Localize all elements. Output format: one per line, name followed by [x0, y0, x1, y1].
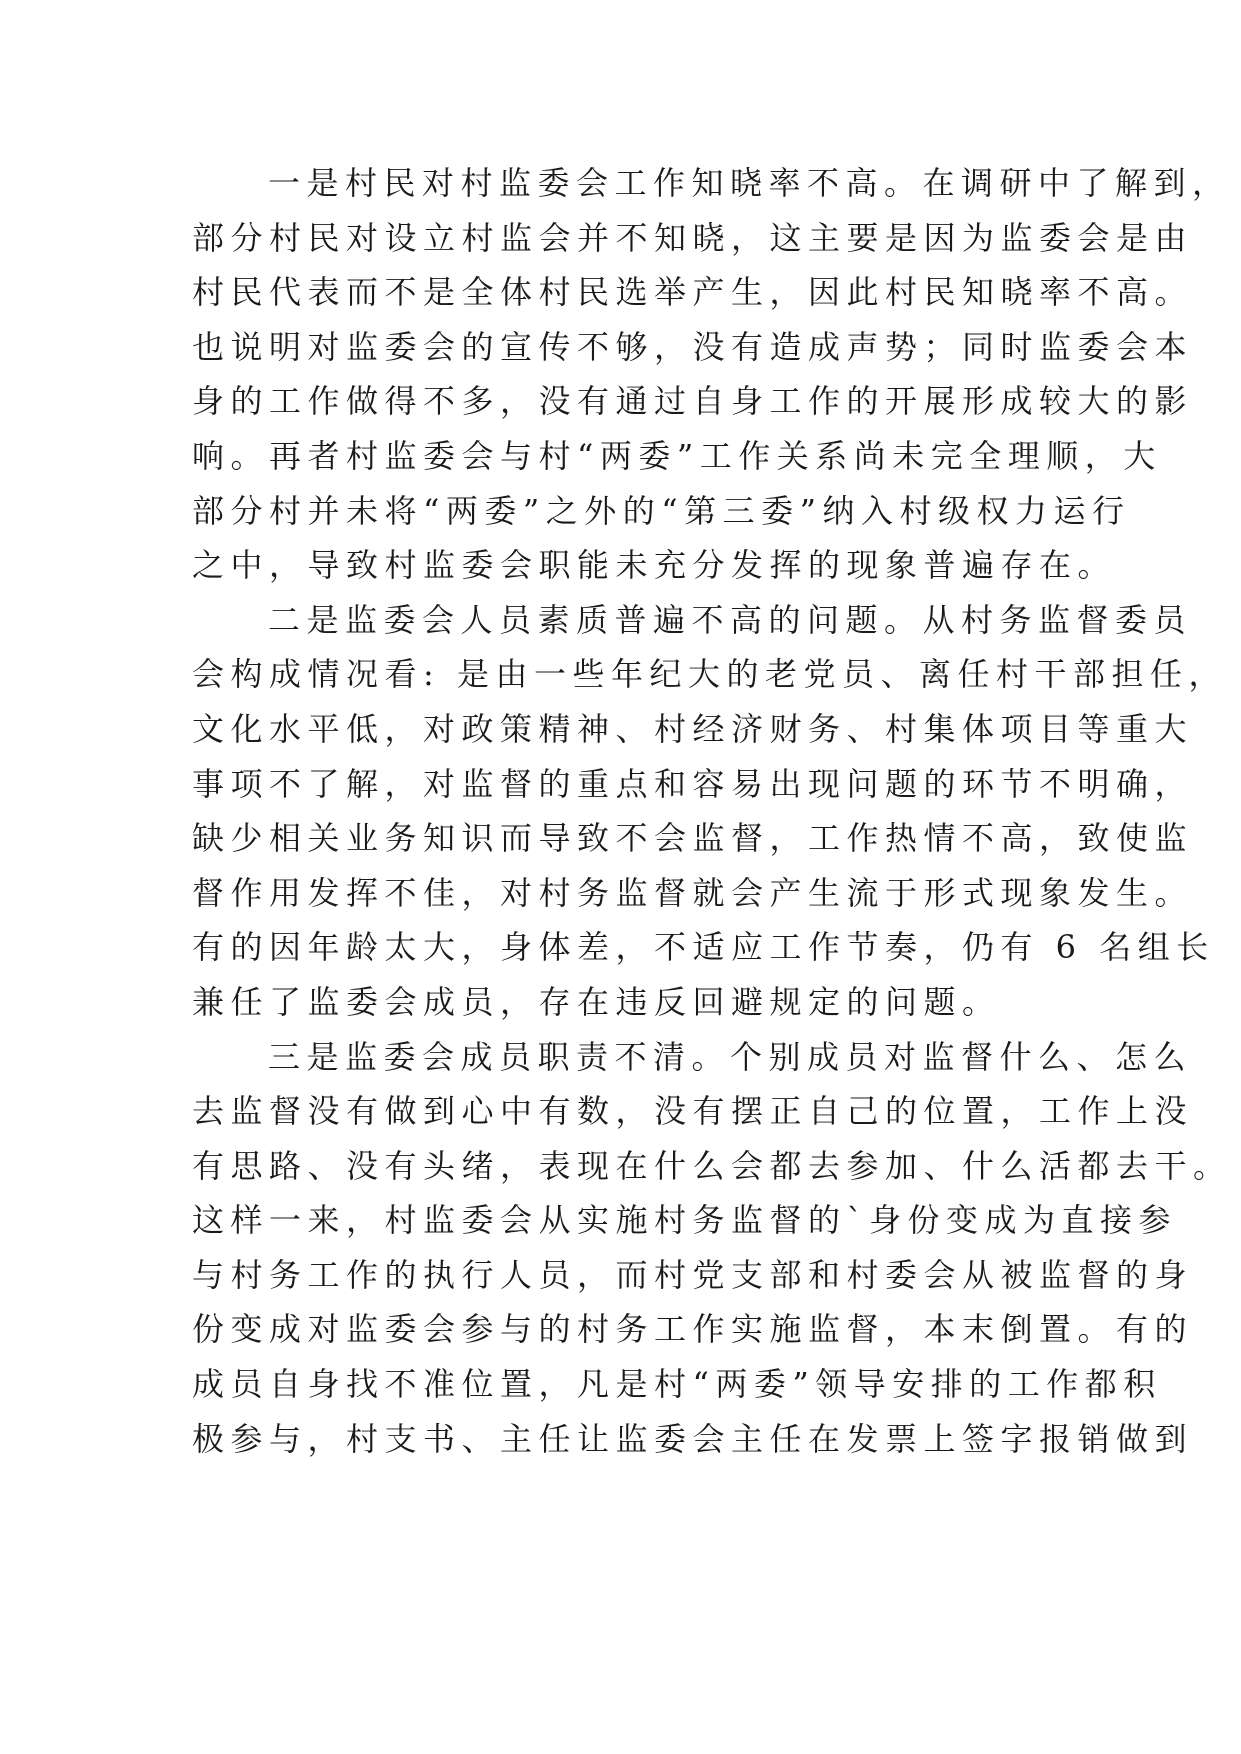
paragraph-line: 会构成情况看: 是由一些年纪大的老党员、离任村干部担任， — [192, 655, 1227, 694]
paragraph-line: 身的工作做得不多，没有通过自身工作的开展形成较大的影 — [192, 382, 1194, 421]
paragraph-1 — [192, 156, 1231, 593]
paragraph-line: 之中，导致村监委会职能未充分发挥的现象普遍存在。 — [192, 546, 1117, 585]
paragraph-3 — [192, 1030, 1232, 1467]
paragraph-line: 部分村民对设立村监会并不知晓，这主要是因为监委会是由 — [192, 218, 1194, 257]
paragraph-line: 极参与，村支书、主任让监委会主任在发票上签字报销做到 — [192, 1419, 1194, 1458]
paragraph-line: 有思路、没有头绪，表现在什么会都去参加、什么活都去干。 — [192, 1146, 1232, 1185]
paragraph-line: 部分村并未将“两委”之外的“第三委”纳入村级权力运行 — [192, 491, 1131, 530]
paragraph-line: 份变成对监委会参与的村务工作实施监督，本末倒置。有的 — [192, 1310, 1194, 1349]
paragraph-line: 也说明对监委会的宣传不够，没有造成声势；同时监委会本 — [192, 327, 1194, 366]
paragraph-line: 二是监委会人员素质普遍不高的问题。从村务监督委员 — [268, 600, 1193, 639]
paragraph-line: 这样一来，村监委会从实施村务监督的`身份变成为直接参 — [192, 1201, 1178, 1240]
paragraph-line: 村民代表而不是全体村民选举产生，因此村民知晓率不高。 — [192, 273, 1194, 312]
paragraph-line: 事项不了解，对监督的重点和容易出现问题的环节不明确， — [192, 764, 1194, 803]
paragraph-line: 文化水平低，对政策精神、村经济财务、村集体项目等重大 — [192, 709, 1194, 748]
paragraph-2 — [192, 593, 1227, 1030]
paragraph-line: 三是监委会成员职责不清。个别成员对监督什么、怎么 — [268, 1037, 1193, 1076]
paragraph-line: 一是村民对村监委会工作知晓率不高。在调研中了解到， — [268, 164, 1231, 202]
paragraph-line: 与村务工作的执行人员，而村党支部和村委会从被监督的身 — [192, 1255, 1194, 1294]
paragraph-line: 兼任了监委会成员，存在违反回避规定的问题。 — [192, 982, 1001, 1021]
paragraph-line: 督作用发挥不佳，对村务监督就会产生流于形式现象发生。 — [192, 873, 1194, 912]
paragraph-line: 成员自身找不准位置，凡是村“两委”领导安排的工作都积 — [192, 1365, 1162, 1404]
paragraph-line: 缺少相关业务知识而导致不会监督，工作热情不高，致使监 — [192, 819, 1194, 858]
paragraph-line: 有的因年龄太大，身体差，不适应工作节奏，仍有 6 名组长 — [192, 928, 1215, 967]
document-body — [192, 156, 1232, 1466]
paragraph-line: 响。再者村监委会与村“两委”工作关系尚未完全理顺，大 — [192, 436, 1162, 475]
paragraph-line: 去监督没有做到心中有数，没有摆正自己的位置，工作上没 — [192, 1092, 1194, 1131]
